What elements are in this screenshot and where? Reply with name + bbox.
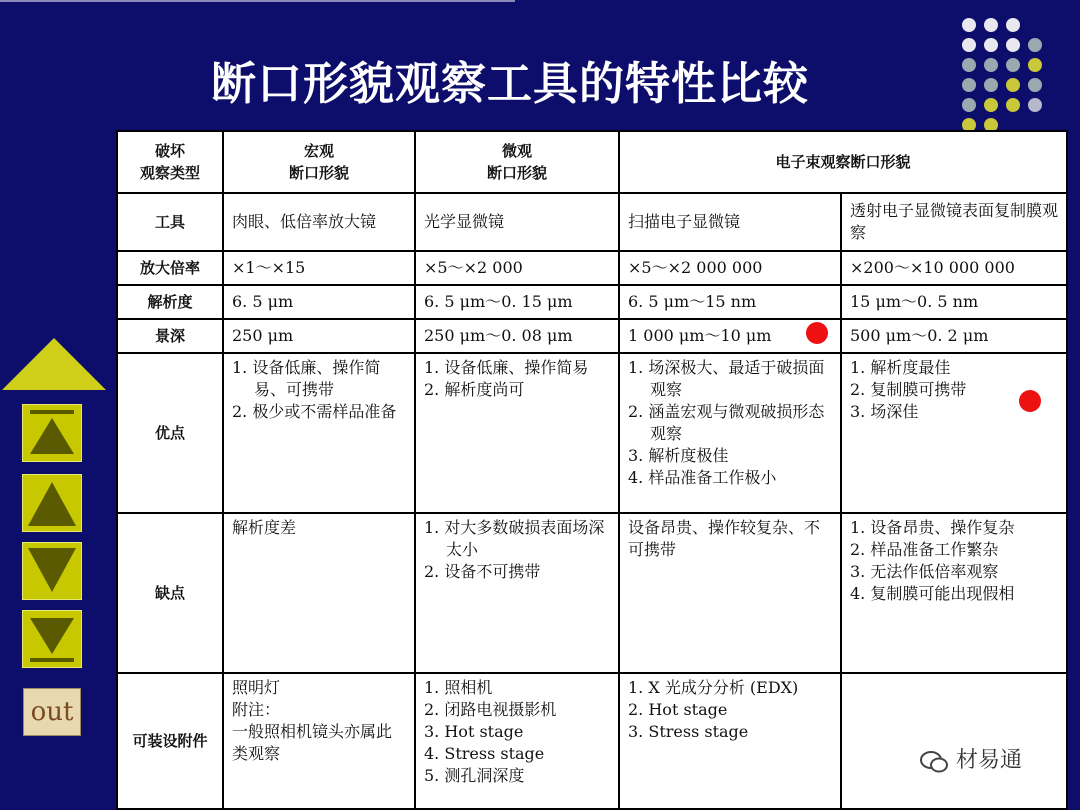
- decorative-dot: [984, 78, 998, 92]
- cell-line: 3. Stress stage: [628, 722, 749, 741]
- decorative-dot: [1006, 98, 1020, 112]
- decorative-dot: [984, 38, 998, 52]
- table-cell: [415, 673, 619, 809]
- decorative-dot: [962, 18, 976, 32]
- top-rule: [0, 0, 515, 2]
- decorative-dot: [984, 58, 998, 72]
- table-cell: [619, 353, 841, 513]
- table-cell: 6. 5 μm: [223, 285, 415, 319]
- cell-line: 1. 设备低廉、操作简易: [424, 358, 589, 377]
- table-row: [117, 319, 1067, 353]
- cell-line: 5. 测孔洞深度: [424, 766, 525, 785]
- decorative-dot: [1006, 38, 1020, 52]
- table-cell: [841, 673, 1067, 809]
- wechat-icon: [920, 750, 948, 772]
- header-cell-micro: 微观 断口形貌: [415, 131, 619, 193]
- table-row: [117, 285, 1067, 319]
- previous-page-button[interactable]: [22, 474, 82, 532]
- table-row: [117, 513, 1067, 673]
- table-cell: 250 μm: [223, 319, 415, 353]
- cell-line: 2. 设备不可携带: [424, 562, 541, 581]
- table-cell: [415, 513, 619, 673]
- table-row: [117, 193, 1067, 251]
- table-cell: [841, 513, 1067, 673]
- cell-line: 照明灯: [232, 678, 281, 697]
- table-cell: 1 000 μm～10 μm: [619, 319, 841, 353]
- cell-line: 附注：: [232, 700, 281, 719]
- decorative-dot: [1028, 58, 1042, 72]
- cell-line: 1. X 光成分分析 (EDX): [628, 678, 799, 697]
- table-cell: 15 μm～0. 5 nm: [841, 285, 1067, 319]
- table-cell: 6. 5 μm～15 nm: [619, 285, 841, 319]
- decorative-dot: [962, 58, 976, 72]
- cell-line: 2. 涵盖宏观与微观破损形态观察: [628, 402, 825, 443]
- cell-line: 3. Hot stage: [424, 722, 524, 741]
- table-cell: [619, 513, 841, 673]
- row-label: 缺点: [117, 513, 223, 673]
- watermark: [920, 744, 1060, 778]
- cell-line: 4. Stress stage: [424, 744, 545, 763]
- cell-line: 1. 设备昂贵、操作复杂: [850, 518, 1015, 537]
- cell-line: 3. 无法作低倍率观察: [850, 562, 999, 581]
- slide-title: 断口形貌观察工具的特性比较: [210, 57, 809, 110]
- decorative-dot: [962, 38, 976, 52]
- table-cell: 6. 5 μm～0. 15 μm: [415, 285, 619, 319]
- cell-line: 1. 照相机: [424, 678, 493, 697]
- table-cell: ×5～×2 000: [415, 251, 619, 285]
- cell-line: 2. 极少或不需样品准备: [232, 402, 397, 421]
- decorative-dot: [1006, 18, 1020, 32]
- up-arrow-icon: [22, 474, 82, 532]
- table-cell: [223, 513, 415, 673]
- cell-line: 2. 解析度尚可: [424, 380, 525, 399]
- cell-line: 解析度差: [232, 518, 297, 537]
- table-cell: [223, 673, 415, 809]
- first-page-button[interactable]: [22, 404, 82, 462]
- row-label: 优点: [117, 353, 223, 513]
- table-cell: 光学显微镜: [415, 193, 619, 251]
- table-row: [117, 251, 1067, 285]
- table-cell: [223, 353, 415, 513]
- last-page-icon: [22, 610, 82, 668]
- table-cell: 250 μm～0. 08 μm: [415, 319, 619, 353]
- row-label: 放大倍率: [117, 251, 223, 285]
- last-page-button[interactable]: [22, 610, 82, 668]
- red-marker-dot: [1019, 390, 1041, 412]
- table-cell: 500 μm～0. 2 μm: [841, 319, 1067, 353]
- table-cell: ×200～×10 000 000: [841, 251, 1067, 285]
- decorative-dot: [984, 18, 998, 32]
- decorative-dot: [1028, 38, 1042, 52]
- next-page-button[interactable]: [22, 542, 82, 600]
- cell-line: 设备昂贵、操作较复杂、不可携带: [628, 518, 821, 559]
- table-body: [117, 193, 1067, 809]
- table-row: [117, 673, 1067, 809]
- row-label: 景深: [117, 319, 223, 353]
- comparison-table-sheet: [116, 130, 1066, 810]
- decorative-dot: [984, 98, 998, 112]
- header-cell-category: 破坏 观察类型: [117, 131, 223, 193]
- out-button[interactable]: out: [23, 688, 81, 736]
- decorative-dot: [1028, 98, 1042, 112]
- down-arrow-icon: [22, 542, 82, 600]
- cell-line: 3. 解析度极佳: [628, 446, 729, 465]
- decorative-dot: [1006, 58, 1020, 72]
- first-page-icon: [22, 404, 82, 462]
- cell-line: 3. 场深佳: [850, 402, 919, 421]
- cell-line: 4. 复制膜可能出现假相: [850, 584, 1015, 603]
- table-cell: 透射电子显微镜表面复制膜观察: [841, 193, 1067, 251]
- table-cell: [415, 353, 619, 513]
- cell-line: 1. 对大多数破损表面场深太小: [424, 518, 605, 559]
- table-row: [117, 353, 1067, 513]
- cell-line: 4. 样品准备工作极小: [628, 468, 777, 487]
- cell-line: 1. 设备低廉、操作简易、可携带: [232, 358, 381, 399]
- cell-line: 2. 闭路电视摄影机: [424, 700, 557, 719]
- row-label: 解析度: [117, 285, 223, 319]
- decorative-dot: [962, 98, 976, 112]
- row-label: 可装设附件: [117, 673, 223, 809]
- watermark-text: 材易通: [956, 748, 1023, 773]
- cell-line: 一般照相机镜头亦属此类观察: [232, 722, 393, 763]
- table-cell: 扫描电子显微镜: [619, 193, 841, 251]
- cell-line: 1. 场深极大、最适于破损面观察: [628, 358, 825, 399]
- header-cell-electron-beam: 电子束观察断口形貌: [619, 131, 1067, 193]
- table-cell: ×1～×15: [223, 251, 415, 285]
- decorative-dot-grid: [960, 16, 1070, 136]
- nav-triangle-decoration: [2, 338, 106, 390]
- table-cell: ×5～×2 000 000: [619, 251, 841, 285]
- row-label: 工具: [117, 193, 223, 251]
- decorative-dot: [1006, 78, 1020, 92]
- decorative-dot: [962, 78, 976, 92]
- table-cell: 肉眼、低倍率放大镜: [223, 193, 415, 251]
- table-cell: [841, 353, 1067, 513]
- cell-line: 2. 样品准备工作繁杂: [850, 540, 999, 559]
- header-cell-macro: 宏观 断口形貌: [223, 131, 415, 193]
- header-row: [117, 131, 1067, 193]
- decorative-dot: [1028, 78, 1042, 92]
- red-marker-dot: [806, 322, 828, 344]
- table-cell: [619, 673, 841, 809]
- cell-line: 2. 复制膜可携带: [850, 380, 967, 399]
- comparison-table: [116, 130, 1068, 810]
- cell-line: 2. Hot stage: [628, 700, 728, 719]
- cell-line: 1. 解析度最佳: [850, 358, 951, 377]
